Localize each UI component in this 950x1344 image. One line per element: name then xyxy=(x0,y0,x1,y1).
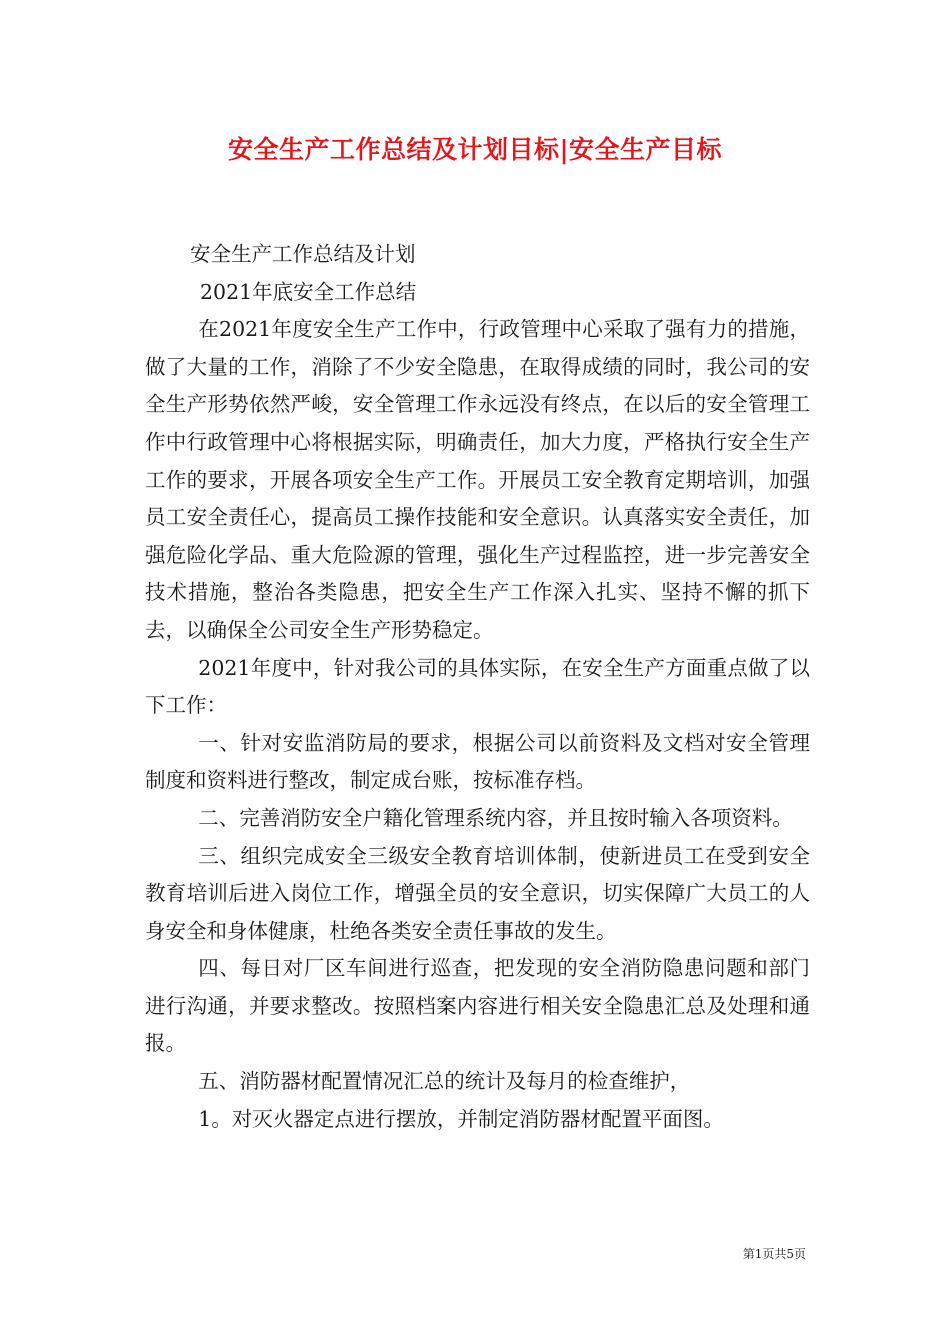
paragraph-2: 2021年度中，针对我公司的具体实际，在安全生产方面重点做了以下工作： xyxy=(145,655,810,718)
section-heading: 2021年底安全工作总结 xyxy=(200,279,417,304)
page-number: 第1页共5页 xyxy=(742,1247,806,1261)
document-body xyxy=(145,236,810,1138)
paragraph-item-4: 四、每日对厂区车间进行巡查，把发现的安全消防隐患问题和部门进行沟通，并要求整改。按照档案内容进行相关安全隐患汇总及处理和通报。 xyxy=(145,956,810,1056)
paragraph-item-1: 一、针对安监消防局的要求，根据公司以前资料及文档对安全管理制度和资料进行整改，制定成台账，按标准存档。 xyxy=(145,730,810,793)
document-title: 安全生产工作总结及计划目标|安全生产目标 xyxy=(227,135,723,164)
document-subtitle: 安全生产工作总结及计划 xyxy=(190,242,416,266)
paragraph-item-5: 五、消防器材配置情况汇总的统计及每月的检查维护， xyxy=(198,1069,691,1094)
paragraph-sub-item-1: 1。对灭火器定点进行摆放，并制定消防器材配置平面图。 xyxy=(198,1106,724,1131)
paragraph-1: 在2021年度安全生产工作中，行政管理中心采取了强有力的措施，做了大量的工作，消除了不少安全隐患，在取得成绩的同时，我公司的安全生产形势依然严峻，安全管理工作永远没有终点，在以后的安全管理工作中行政管理中心将根据实际，明确责任，加大力度，严格执行安全生产工作的要求，开展各项安全生产工作。开展员工安全教育定期培训，加强员工安全责任心，提高员工操作技能和安全意识。认真落实安全责任，加强危险化学品、重大危险源的管理，强化生产过程监控，进一步完善安全技术措施，整治各类隐患，把安全生产工作深入扎实、坚持不懈的抓下去，以确保全公司安全生产形势稳定。 xyxy=(145,317,810,642)
paragraph-item-2: 二、完善消防安全户籍化管理系统内容，并且按时输入各项资料。 xyxy=(198,805,793,830)
paragraph-item-3: 三、组织完成安全三级安全教育培训体制，使新进员工在受到安全教育培训后进入岗位工作，增强全员的安全意识，切实保障广大员工的人身安全和身体健康，杜绝各类安全责任事故的发生。 xyxy=(145,843,810,943)
